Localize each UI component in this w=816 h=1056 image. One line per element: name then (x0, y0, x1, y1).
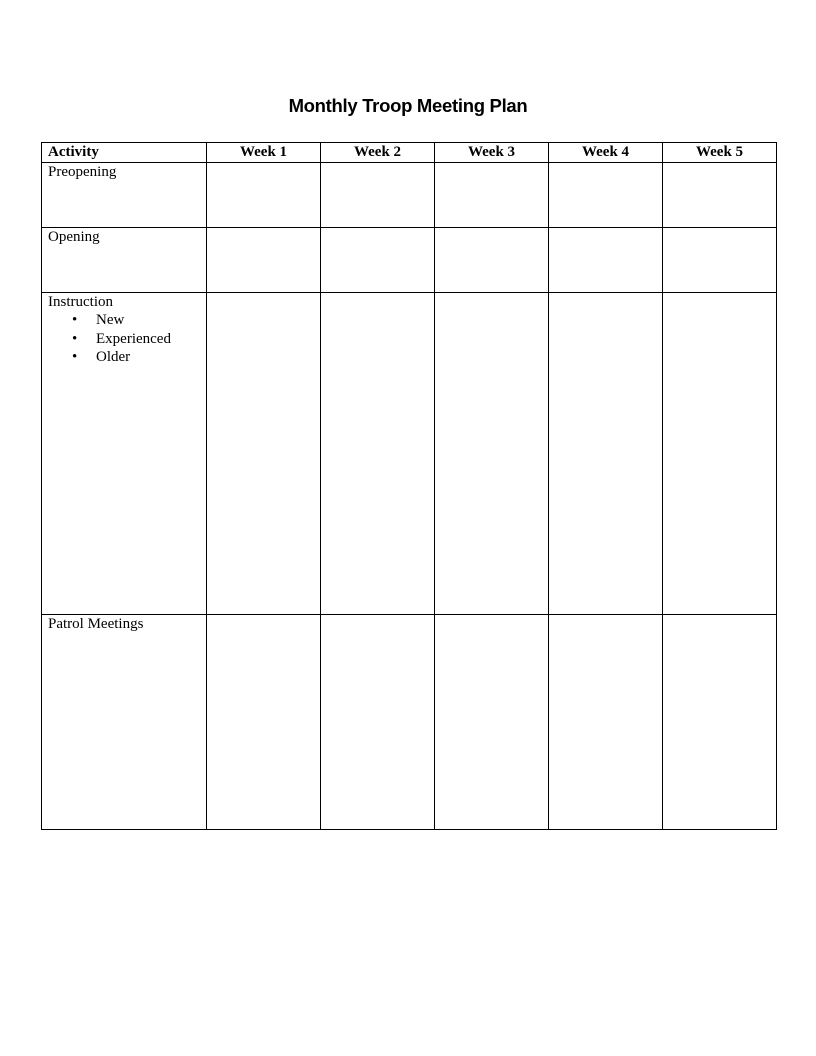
cell-preopening-week-5[interactable] (663, 163, 777, 228)
page-title: Monthly Troop Meeting Plan (288, 95, 528, 116)
instruction-sublist (48, 311, 206, 367)
cell-instruction-week-4[interactable] (549, 293, 663, 615)
cell-patrol-meetings-week-5[interactable] (663, 615, 777, 830)
cell-opening-week-1[interactable] (207, 228, 321, 293)
cell-patrol-meetings-week-4[interactable] (549, 615, 663, 830)
activity-cell-instruction (42, 293, 207, 615)
sublist-item-new: New (96, 312, 125, 328)
column-header-activity: Activity (42, 143, 207, 163)
meeting-plan-table (41, 142, 777, 830)
cell-preopening-week-4[interactable] (549, 163, 663, 228)
column-header-week-4: Week 4 (549, 143, 663, 163)
list-item (48, 311, 206, 330)
activity-label-patrol-meetings: Patrol Meetings (42, 615, 207, 830)
table-row-preopening (42, 163, 777, 228)
list-item (48, 348, 206, 367)
table-row-patrol-meetings (42, 615, 777, 830)
cell-opening-week-3[interactable] (435, 228, 549, 293)
cell-opening-week-2[interactable] (321, 228, 435, 293)
table-row-instruction (42, 293, 777, 615)
cell-instruction-week-5[interactable] (663, 293, 777, 615)
cell-preopening-week-3[interactable] (435, 163, 549, 228)
cell-preopening-week-1[interactable] (207, 163, 321, 228)
cell-instruction-week-2[interactable] (321, 293, 435, 615)
cell-preopening-week-2[interactable] (321, 163, 435, 228)
activity-label-preopening: Preopening (42, 163, 207, 228)
bullet-icon: • (72, 312, 78, 328)
cell-patrol-meetings-week-2[interactable] (321, 615, 435, 830)
column-header-week-2: Week 2 (321, 143, 435, 163)
list-item (48, 330, 206, 349)
activity-label-opening: Opening (42, 228, 207, 293)
column-header-week-1: Week 1 (207, 143, 321, 163)
header-row (42, 143, 777, 163)
table-row-opening (42, 228, 777, 293)
cell-patrol-meetings-week-1[interactable] (207, 615, 321, 830)
column-header-week-3: Week 3 (435, 143, 549, 163)
bullet-icon: • (72, 349, 78, 365)
cell-instruction-week-1[interactable] (207, 293, 321, 615)
column-header-week-5: Week 5 (663, 143, 777, 163)
sublist-item-experienced: Experienced (96, 330, 171, 347)
cell-opening-week-5[interactable] (663, 228, 777, 293)
sublist-item-older: Older (96, 349, 131, 365)
activity-label-instruction: Instruction (48, 294, 113, 310)
cell-opening-week-4[interactable] (549, 228, 663, 293)
cell-instruction-week-3[interactable] (435, 293, 549, 615)
cell-patrol-meetings-week-3[interactable] (435, 615, 549, 830)
bullet-icon: • (72, 330, 78, 347)
